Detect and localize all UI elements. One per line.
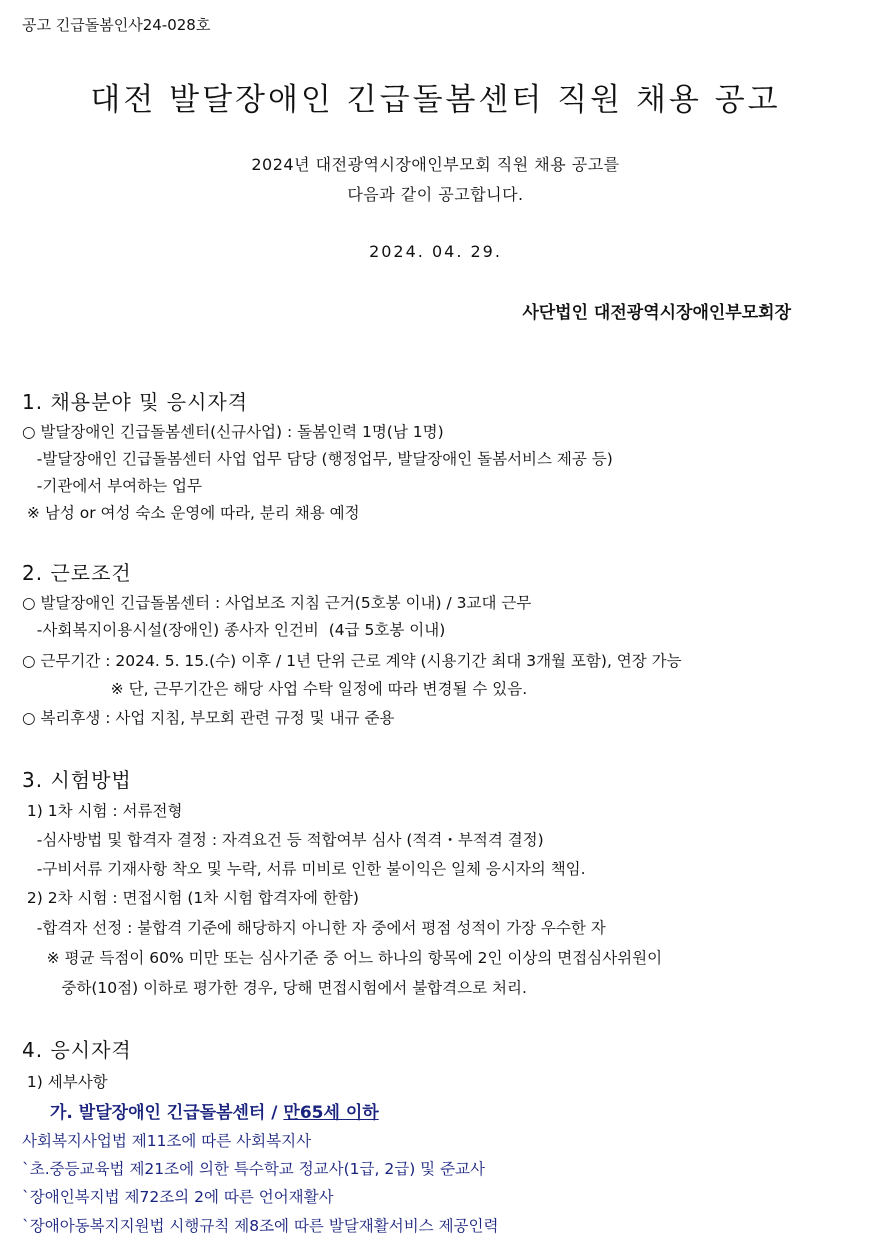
- qualification-line: `장애인복지법 제72조의 2에 따른 언어재활사: [22, 1188, 334, 1206]
- section-line: ※ 남성 or 여성 숙소 운영에 따라, 분리 채용 예정: [22, 504, 360, 522]
- section-line: -사회복지이용시설(장애인) 종사자 인건비 (4급 5호봉 이내): [22, 621, 446, 639]
- qualification-header-prefix: 가. 발달장애인 긴급돌봄센터 /: [50, 1103, 284, 1123]
- section-line: -합격자 선정 : 불합격 기준에 해당하지 아니한 자 중에서 평점 성적이 가장 우수한 자: [22, 919, 606, 937]
- section-line: ※ 단, 근무기간은 해당 사업 수탁 일정에 따라 변경될 수 있음.: [22, 680, 528, 698]
- announcement-date: 2024. 04. 29.: [369, 242, 502, 261]
- qualification-line: 사회복지사업법 제11조에 따른 사회복지사: [22, 1132, 312, 1150]
- section-line: -기관에서 부여하는 업무: [22, 477, 202, 495]
- section-line: 중하(10점) 이하로 평가한 경우, 당해 면접시험에서 불합격으로 처리.: [22, 979, 527, 997]
- section-title: 4. 응시자격: [22, 1038, 132, 1062]
- section-line: ○ 근무기간 : 2024. 5. 15.(수) 이후 / 1년 단위 근로 계약 (시용기간 최대 3개월 포함), 연장 가능: [22, 652, 682, 670]
- section-line: ○ 복리후생 : 사업 지침, 부모회 관련 규정 및 내규 준용: [22, 709, 395, 727]
- qualification-line: `초.중등교육법 제21조에 의한 특수학교 정교사(1급, 2급) 및 준교사: [22, 1160, 485, 1178]
- qualification-age-limit: 만65세 이하: [283, 1103, 379, 1123]
- section-line: -발달장애인 긴급돌봄센터 사업 업무 담당 (행정업무, 발달장애인 돌봄서비스 제공 등): [22, 450, 613, 468]
- section-line: 1) 세부사항: [22, 1073, 108, 1091]
- section-line: 2) 2차 시험 : 면접시험 (1차 시험 합격자에 한함): [22, 889, 359, 907]
- qualification-line: `장애아동복지지원법 시행규칙 제8조에 따른 발달재활서비스 제공인력: [22, 1217, 499, 1235]
- section-title: 1. 채용분야 및 응시자격: [22, 390, 249, 414]
- section-line: -구비서류 기재사항 착오 및 누락, 서류 미비로 인한 불이익은 일체 응시자의 책임.: [22, 860, 586, 878]
- section-title: 3. 시험방법: [22, 768, 132, 792]
- organization-name: 사단법인 대전광역시장애인부모회장: [522, 303, 791, 323]
- section-line: ※ 평균 득점이 60% 미만 또는 심사기준 중 어느 하나의 항목에 2인 이상의 면접심사위원이: [22, 949, 663, 967]
- intro-line-2: 다음과 같이 공고합니다.: [347, 185, 524, 204]
- section-line: ○ 발달장애인 긴급돌봄센터 : 사업보조 지침 근거(5호봉 이내) / 3교대 근무: [22, 594, 532, 612]
- page-title: 대전 발달장애인 긴급돌봄센터 직원 채용 공고: [90, 82, 781, 118]
- section-line: -심사방법 및 합격자 결정 : 자격요건 등 적합여부 심사 (적격・부적격 결정): [22, 831, 544, 849]
- document-number: 공고 긴급돌봄인사24-028호: [22, 16, 211, 34]
- section-line: ○ 발달장애인 긴급돌봄센터(신규사업) : 돌봄인력 1명(남 1명): [22, 423, 444, 441]
- qualification-header: [50, 1098, 379, 1123]
- section-line: 1) 1차 시험 : 서류전형: [22, 802, 183, 820]
- intro-line-1: 2024년 대전광역시장애인부모회 직원 채용 공고를: [251, 155, 620, 174]
- section-title: 2. 근로조건: [22, 561, 132, 585]
